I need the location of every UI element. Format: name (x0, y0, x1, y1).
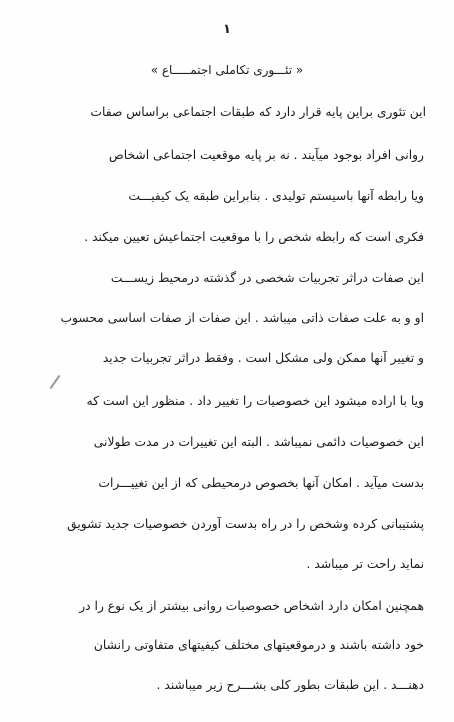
paragraph-2-line-7: پشتیبانی کرده وشخص را در راه بدست آوردن خصوصیات جدید تشویق (67, 517, 424, 531)
paragraph-2-line-1: این صفات دراثر تجربیات شخصی در گذشته درمحیط زیســـت (110, 271, 424, 285)
paragraph-2-line-8: نماید راحت تر میباشد . (306, 557, 424, 571)
paragraph-1-line-1: این تئوری براین پایه قرار دارد که طبقات اجتماعی براساس صفات (90, 105, 426, 119)
paragraph-3-line-3: دهنـــد . این طبقات بطور کلی بشـــرح زیر میباشند . (156, 678, 424, 692)
paragraph-2-line-4: ویا با اراده میشود این خصوصیات را تغییر داد . منظور این است که (86, 394, 424, 408)
page-number: ۱ (223, 22, 231, 37)
paragraph-1-line-3: ویا رابطه آنها باسیستم تولیدی . بنابراین طبقه یک کیفیـــت (128, 189, 424, 203)
pen-stroke-mark (50, 375, 61, 389)
paragraph-2-line-5: این خصوصیات دائمی نمیباشد . البته این تغییرات در مدت طولانی (93, 435, 424, 449)
paragraph-1-line-4: فکری است که رابطه شخص را با موقعیت اجتماعیش تعیین میکند . (84, 230, 424, 244)
paragraph-2-line-6: بدست میآید . امکان آنها بخصوص درمحیطی که از این تغییـــرات (98, 476, 424, 490)
paragraph-2-line-3: و تغییر آنها ممکن ولی مشکل است . وفقط دراثر تجربیات جدید (102, 351, 424, 365)
paragraph-3-line-2: خود داشته باشند و درموقعیتهای مختلف کیفیتهای متفاوتی رانشان (93, 638, 424, 652)
paragraph-3-line-1: همچنین امکان دارد اشخاص خصوصیات روانی بیشتر از یک نوع را در (79, 599, 424, 613)
paragraph-2-line-2: او و به علت صفات ذاتی میباشد . این صفات از صفات اساسی محسوب (60, 311, 424, 325)
paragraph-1-line-2: روانی افراد بوجود میآیند . نه بر پایه موقعیت اجتماعی اشخاص (108, 148, 424, 162)
document-title: « تئـــوری تکاملی اجتمـــــاع » (150, 63, 304, 77)
